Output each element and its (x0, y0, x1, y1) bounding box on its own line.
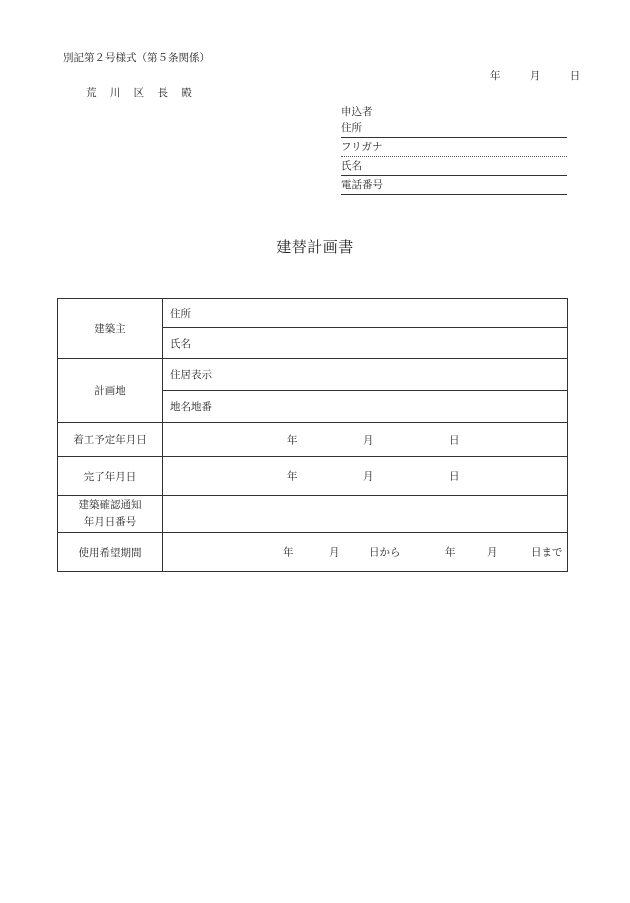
applicant-address-field[interactable] (341, 120, 567, 138)
usage-to-month-label: 月 (487, 546, 498, 559)
start-day-label: 日 (449, 434, 460, 446)
table-row (58, 359, 568, 391)
applicant-name-label: 氏名 (341, 160, 362, 172)
addressee: 荒 川 区 長 殿 (86, 87, 197, 99)
usage-period-label: 使用希望期間 (58, 533, 163, 572)
usage-from-day-label: 日から (369, 546, 401, 559)
start-month-label: 月 (363, 434, 374, 446)
owner-name-label: 氏名 (170, 337, 191, 350)
table-row (58, 457, 568, 496)
table-row (58, 533, 568, 572)
completion-month-label: 月 (363, 470, 374, 483)
applicant-furigana-field[interactable] (341, 139, 567, 157)
table-row (58, 299, 568, 328)
document-title: 建替計画書 (276, 238, 354, 256)
start-date-label: 着工予定年月日 (58, 423, 163, 457)
site-residence-field[interactable] (163, 359, 568, 391)
date-month-label: 月 (529, 70, 541, 82)
table-row (58, 496, 568, 533)
usage-to-day-label: 日まで (531, 546, 563, 559)
completion-year-label: 年 (287, 470, 298, 483)
confirmation-label (58, 496, 163, 533)
start-year-label: 年 (287, 434, 298, 446)
applicant-phone-label: 電話番号 (341, 179, 383, 191)
applicant-block (341, 104, 567, 196)
site-lot-field[interactable] (163, 391, 568, 423)
completion-date-label: 完了年月日 (58, 457, 163, 496)
site-label: 計画地 (58, 359, 163, 423)
applicant-phone-field[interactable] (341, 177, 567, 195)
site-residence-label: 住居表示 (170, 369, 212, 381)
confirmation-label-line1: 建築確認通知 (78, 499, 142, 511)
completion-date-field[interactable] (163, 457, 568, 496)
confirmation-label-line2: 年月日番号 (83, 516, 137, 528)
owner-address-label: 住所 (170, 307, 191, 320)
applicant-address-label: 住所 (341, 122, 362, 134)
submission-date (490, 68, 580, 83)
usage-from-month-label: 月 (329, 546, 340, 559)
usage-from-year-label: 年 (283, 546, 294, 559)
owner-label: 建築主 (58, 299, 163, 359)
applicant-name-field[interactable] (341, 158, 567, 176)
completion-day-label: 日 (449, 470, 460, 483)
usage-period-field[interactable] (163, 533, 568, 572)
owner-name-field[interactable] (163, 328, 568, 359)
applicant-furigana-label: フリガナ (341, 141, 383, 153)
date-year-label: 年 (490, 70, 501, 82)
date-day-label: 日 (569, 70, 581, 82)
table-row (58, 423, 568, 457)
form-number: 別記第２号様式（第５条関係） (63, 52, 210, 64)
applicant-heading: 申込者 (341, 106, 373, 118)
confirmation-field[interactable] (163, 496, 568, 533)
owner-address-field[interactable] (163, 299, 568, 328)
plan-table (57, 298, 568, 572)
site-lot-label: 地名地番 (170, 401, 212, 413)
start-date-field[interactable] (163, 423, 568, 457)
usage-to-year-label: 年 (445, 546, 456, 559)
